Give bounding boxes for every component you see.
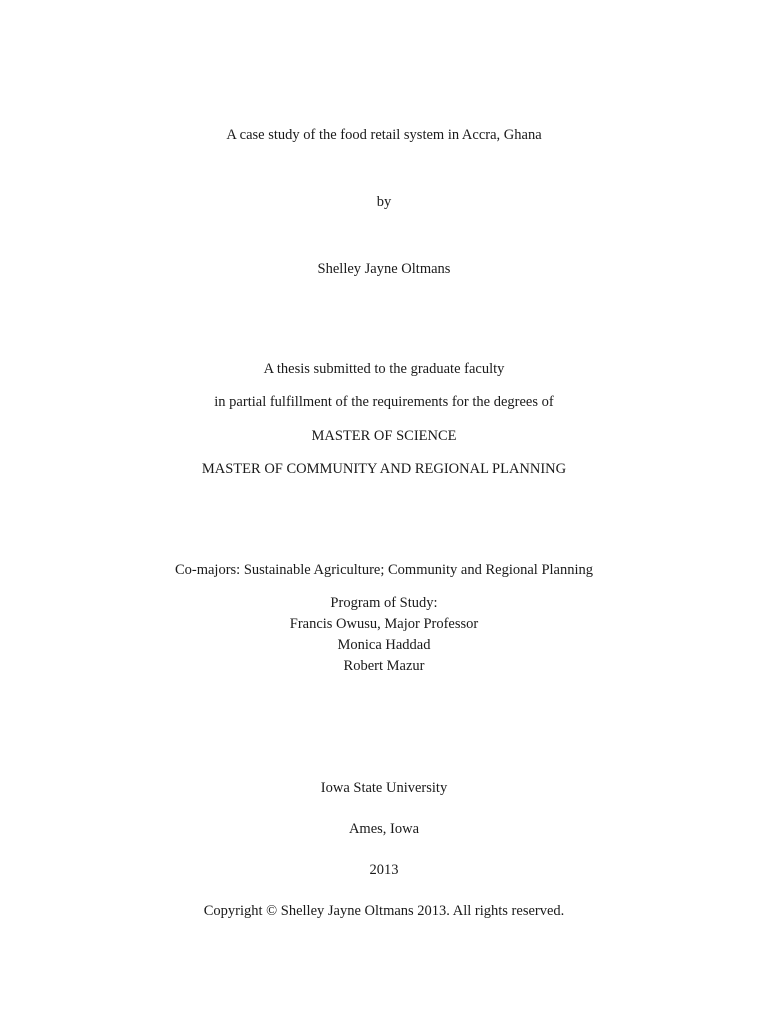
degree-master-of-science: MASTER OF SCIENCE	[311, 428, 457, 444]
degree-master-community-regional-planning: MASTER OF COMMUNITY AND REGIONAL PLANNING	[201, 461, 567, 477]
by-line: by	[376, 194, 392, 210]
author-name: Shelley Jayne Oltmans	[317, 261, 451, 277]
program-of-study-heading: Program of Study:	[330, 595, 438, 611]
co-majors: Co-majors: Sustainable Agriculture; Community and Regional Planning	[174, 562, 594, 578]
thesis-title: A case study of the food retail system in Accra, Ghana	[226, 127, 542, 143]
committee-member: Monica Haddad	[337, 637, 431, 653]
committee-member-major-professor: Francis Owusu, Major Professor	[289, 616, 479, 632]
submission-statement: A thesis submitted to the graduate faculty	[263, 361, 505, 377]
committee-member: Robert Mazur	[343, 658, 425, 674]
thesis-year: 2013	[369, 862, 399, 878]
fulfillment-statement: in partial fulfillment of the requirements for the degrees of	[214, 394, 554, 410]
copyright-notice: Copyright © Shelley Jayne Oltmans 2013. All rights reserved.	[203, 903, 565, 919]
university-name: Iowa State University	[320, 780, 448, 796]
university-location: Ames, Iowa	[348, 821, 420, 837]
